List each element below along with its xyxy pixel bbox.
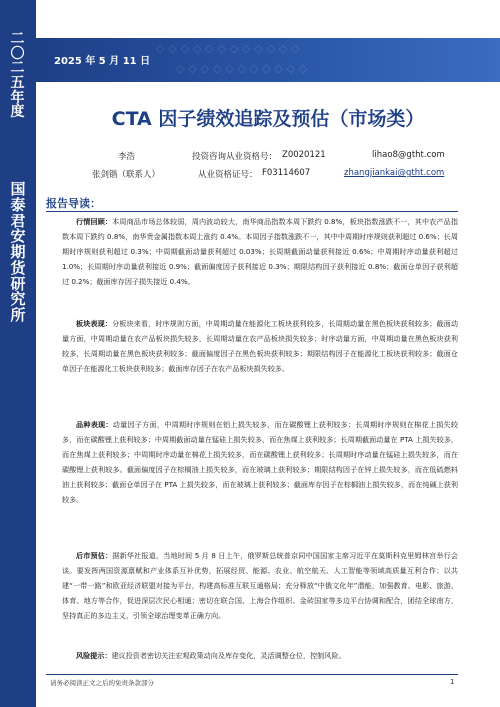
para-text: 据新华社报道，当地时间 5 月 8 日上午，俄罗斯总统普京同中国国家主席习近平在莫斯科克里姆林宫举行会谈。要发挥两国资源禀赋和产业体系互补优势，拓展经贸、能源、农业、航空航天、人工智能等领域高质量互利合作；以共建“一带一路”和欧亚经济联盟对接为平台，构建高标准互联互通格局；充分释放“中俄文化年”潜能，加强教育、电影、旅游、体育、地方等合作，促进深层次民心相通；密切在联合国、上海合作组织、金砖国家等多边平台协调和配合，团结全球南方，坚持真正的多边主义，引领全球治理变革正确方向。	[62, 551, 458, 620]
year-char: 年	[10, 89, 26, 106]
watermark-pattern: ◇ ◇ ◇ ◇ ◇ ◇ ◇ ◇ ◇ ◇ ◇ ◇	[156, 42, 300, 55]
para-label: 板块表现：	[76, 319, 113, 328]
section-heading: 报告导读：	[46, 197, 101, 210]
author-cert-no: Z0020121	[282, 150, 326, 160]
org-char: 泰	[10, 195, 26, 214]
report-date: 2025 年 5 月 11 日	[54, 56, 151, 67]
para-text: 建议投资者密切关注宏观政策动向及库存变化，灵活调整仓位，控制风险。	[111, 651, 346, 660]
author-email-link[interactable]: zhangjiankai@gtht.com	[344, 168, 445, 178]
para-label: 行情回顾：	[76, 217, 113, 226]
para-label: 品种表现：	[76, 420, 113, 429]
org-char: 期	[10, 243, 26, 261]
para-text: 分板块来看，时序规则方面，中周期动量在能源化工板块获利较多，长周期动量在黑色板块获利较多；截面动量方面，中周期动量在农产品板块损失较多，长周期动量在农产品板块损失较多；时序动量方面，中周期动量在黑色板块获利较多，长周期动量在黑色板块获利较多；截面偏度因子在黑色板块获利较多；期限结构因子在能源化工板块获利较多；截面仓单因子在能源化工板块获利较多；截面库存因子在农产品板块损失较多。	[62, 319, 459, 373]
paragraph-market-review	[62, 214, 458, 289]
author-name: 李浩	[118, 152, 136, 162]
year-char: 度	[10, 104, 26, 121]
paragraph-risk	[62, 648, 458, 663]
author-name: 张剑锴（联系人）	[92, 170, 161, 180]
para-label: 后市预估：	[76, 551, 113, 560]
footer-disclaimer: 请务必阅读正文之后的免责条款部分	[50, 679, 154, 687]
section-divider	[46, 211, 458, 212]
paragraph-sector	[62, 316, 458, 376]
org-char: 国	[10, 180, 26, 198]
org-char: 研	[10, 274, 26, 293]
year-char: 二	[10, 60, 26, 77]
author-cert-label: 投资咨询从业资格号：	[192, 152, 278, 162]
org-char: 所	[10, 306, 26, 324]
paragraph-variety	[62, 417, 458, 507]
para-label: 风险提示：	[76, 651, 112, 660]
header-banner	[36, 38, 500, 82]
org-char: 货	[10, 258, 26, 277]
org-char: 安	[10, 227, 26, 246]
para-text: 动量因子方面，中周期时序规则在铝上损失较多，而在碳酸锂上获利较多；长周期时序规则在棉花上损失较多，而在碳酸锂上获利较多；中周期截面动量在锰硅上损失较多，而在焦煤上获利较多；长周期截面动量在 PTA 上损失较多，而在焦煤上获利较多；中周期时序动量在棉花上损失较多，而在碳酸锂上获利较多；长周期时序动量在锰硅上损失较多，而在碳酸锂上获利较多。截面偏度因子在棕榈油上损失较多，而在玻璃上获利较多；期限结构因子在锌上损失较多，而在低硫燃料油上获利较多；截面仓单因子在 PTA 上损失较多，而在玻璃上获利较多；截面库存因子在棕榈油上损失较多，而在纯碱上获利较多。	[62, 420, 459, 504]
author-cert-no: F03114607	[262, 168, 311, 178]
org-char: 君	[10, 211, 26, 230]
org-char: 究	[10, 290, 26, 309]
sidebar-org-name	[0, 182, 36, 324]
page-number: 1	[450, 678, 455, 686]
left-sidebar	[0, 0, 36, 707]
watermark-pattern: ◇ ◇ ◇ ◇ ◇ ◇ ◇ ◇ ◇ ◇ ◇	[176, 62, 308, 75]
year-char: 二	[10, 31, 26, 47]
footer-divider	[46, 674, 458, 675]
paragraph-outlook	[62, 548, 458, 623]
author-email[interactable]: lihao8@gtht.com	[372, 150, 445, 160]
para-text: 本周商品市场总体较弱，周内波动较大，南华商品指数本周下跌约 0.8%，板块指数涨跌不一，其中农产品指数本周下跌约 0.8%，南华贵金属指数本周上涨约 0.4%。本周因子指数涨跌不一，其中中周期时序规则获利超过 0.6%；长周期时序规则获利超过 0.3%；中周期截面动量获利超过 0.03%；长周期截面动量获利接近 0.6%；中周期时序动量获利超过 1.0%；长周期时序动量获利接近 0.9%；截面偏度因子获利接近 0.3%；期限结构因子获利接近 0.8%；截面仓单因子获利超过 0.2%；截面库存因子损失接近 0.4%。	[62, 217, 459, 286]
year-char: 五	[10, 75, 26, 92]
report-title: CTA 因子绩效追踪及预估（市场类）	[111, 108, 425, 130]
author-cert-label: 从业资格证号：	[198, 170, 258, 180]
sidebar-year	[0, 32, 36, 120]
year-char: 〇	[10, 45, 26, 62]
